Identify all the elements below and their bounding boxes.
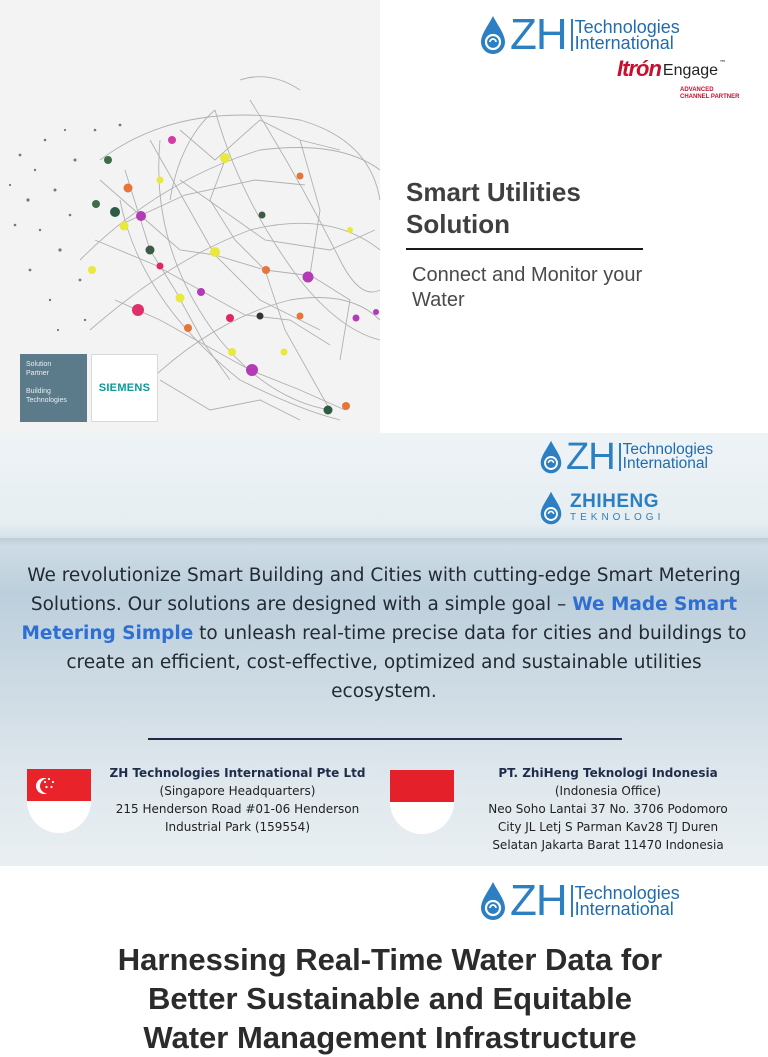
- company-name: ZH Technologies International Pte Ltd: [109, 766, 366, 780]
- network-globe-illustration: [0, 0, 380, 433]
- article-title: [40, 940, 740, 1057]
- trademark-symbol: ™: [719, 59, 727, 67]
- mission-text: We revolutionize Smart Building and Cities with cutting-edge Smart Metering Solutions. Our solutions are designed with a simple goal –: [27, 565, 741, 615]
- article-page: [0, 866, 768, 1055]
- address-line: Neo Soho Lantai 37 No. 3706 Podomoro: [488, 802, 728, 816]
- singapore-address: [100, 764, 375, 836]
- mission-text: to unleash real-time precise data for cities and buildings to create an efficient, cost-effective, optimized and sustainable utilities ecosystem.: [66, 623, 747, 702]
- water-drop-icon: [478, 880, 508, 922]
- title-line: Better Sustainable and Equitable: [147, 981, 633, 1016]
- title-line: Harnessing Real-Time Water Data for: [117, 942, 663, 977]
- indonesia-flag-icon: [390, 770, 454, 834]
- itron-partner-tier: [680, 87, 739, 101]
- partner-tier-line: CHANNEL PARTNER: [680, 94, 740, 100]
- address-line: 215 Henderson Road #01-06 Henderson: [115, 802, 360, 816]
- zh-technologies-logo: [478, 876, 680, 925]
- title-divider: [406, 248, 643, 250]
- badge-text: Partner: [26, 370, 49, 377]
- company-name: PT. ZhiHeng Teknologi Indonesia: [498, 766, 718, 780]
- logo-zh-text: ZH: [566, 436, 615, 478]
- logo-zh-text: ZH: [510, 876, 567, 925]
- logo-line-technologies: Technologies: [574, 17, 680, 37]
- address-line: (Indonesia Office): [554, 784, 662, 798]
- logo-wordmark: [571, 19, 680, 51]
- mission-highlight: We Made Smart Metering Simple: [21, 594, 738, 644]
- address-line: Selatan Jakarta Barat 11470 Indonesia: [492, 838, 724, 852]
- partner-tier-line: ADVANCED: [680, 87, 714, 93]
- logo-line-technologies: Technologies: [574, 883, 680, 903]
- water-drop-icon: [478, 14, 508, 56]
- cover-subtitle: Connect and Monitor your Water: [412, 264, 643, 311]
- badge-text: Building: [26, 388, 51, 395]
- logo-wordmark: [619, 443, 713, 471]
- siemens-wordmark: SIEMENS: [98, 382, 151, 394]
- logo-line-international: International: [574, 33, 674, 53]
- section-divider: [148, 738, 622, 740]
- indonesia-address: [460, 764, 756, 854]
- logo-line-international: International: [622, 455, 708, 472]
- about-page: [0, 433, 768, 866]
- zh-technologies-logo: [538, 436, 714, 478]
- itron-wordmark: Itrón: [617, 56, 661, 81]
- badge-text: Technologies: [26, 397, 67, 404]
- zhiheng-wordmark: ZHIHENG: [570, 491, 659, 512]
- water-drop-icon: [538, 439, 564, 475]
- zhiheng-teknologi-logo: [538, 490, 664, 526]
- badge-text: Solution: [26, 361, 52, 368]
- logo-zh-text: ZH: [510, 10, 567, 59]
- title-line: Water Management Infrastructure: [143, 1020, 637, 1055]
- logo-line-international: International: [574, 899, 674, 919]
- logo-line-technologies: Technologies: [622, 441, 714, 458]
- engage-wordmark: Engage: [662, 62, 719, 79]
- zh-technologies-logo: [478, 10, 680, 59]
- solution-partner-badge: [20, 354, 87, 422]
- siemens-logo: [91, 354, 158, 422]
- sea-horizon: [0, 538, 768, 546]
- cover-page: [0, 0, 768, 433]
- water-drop-icon: [538, 490, 564, 526]
- logo-wordmark: [571, 885, 680, 917]
- itron-engage-logo: [617, 58, 726, 80]
- mission-statement: [20, 561, 748, 706]
- address-line: City JL Letj S Parman Kav28 TJ Duren: [497, 820, 719, 834]
- address-line: (Singapore Headquarters): [159, 784, 316, 798]
- cover-title: Smart Utilities Solution: [406, 177, 581, 239]
- singapore-flag-icon: [27, 769, 91, 833]
- address-line: Industrial Park (159554): [164, 820, 310, 834]
- teknologi-wordmark: TEKNOLOGI: [570, 512, 665, 523]
